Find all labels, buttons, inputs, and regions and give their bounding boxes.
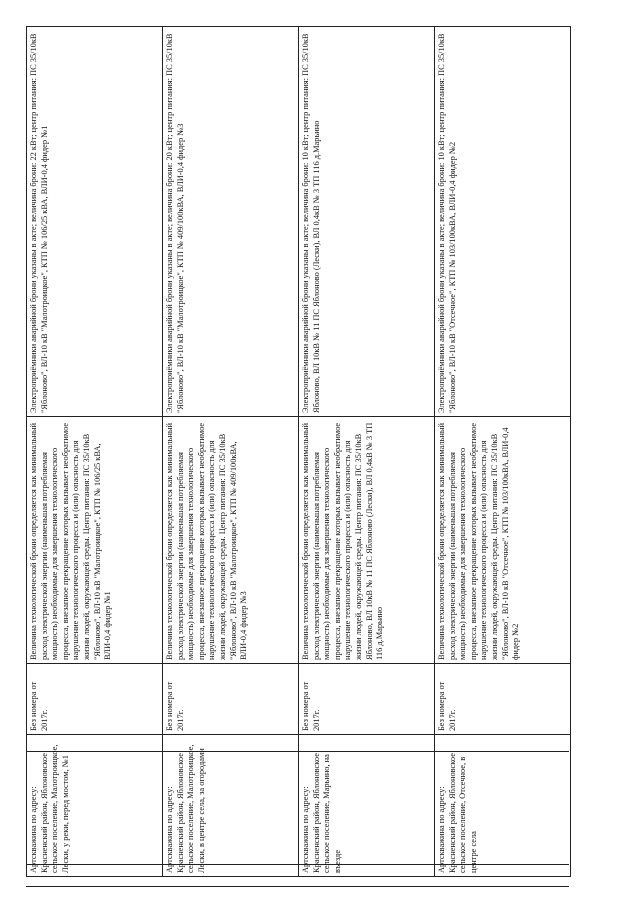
location-cell: Артскважина по адресу: Красненский район, Яблоновское сельское поселение, Малотроицкое, Лески, у реки, перед мостом, №1 [27,735,163,877]
electric-cell: Электроприёмники аварийной брони указаны в акте; величина брони: 10 кВт; центр питания: ПС 35/10кВ Яблоново, ВЛ 10кВ № 11 ПС Яблоново (Лески), ВЛ 0,4кВ № 3 ТП 116 д.Марьино [299,27,435,417]
ruled-line [26,886,569,887]
table-row [27,27,163,877]
description-cell: Величина технологической брони определяется как минимальный расход электрической энергии (наименьшая потребляемая мощность) необходимые для завершения технологического процесса, внезапное прекращение которых вызывает необратимое нарушение технологического процесса и (или) опасность для жизни людей, окружающей среды. Центр питания: ПС 35/10кВ Яблоново, ВЛ 10кВ № 11 ПС Яблоново (Лески), ВЛ 0,4кВ № 3 ТП 116 д.Марьино [299,417,435,664]
description-cell: Величина технологической брони определяется как минимальный расход электрической энергии (наименьшая потребляемая мощность) необходимые для завершения технологического процесса, внезапное прекращение которых вызывает необратимое нарушение технологического процесса и (или) опасность для жизни людей, окружающей среды. Центр питания: ПС 35/10кВ "Яблоново", ВЛ-10 кВ "Малотроицкое", КТП № 409/100кВА, ВЛИ-0,4 фидер №3 [163,417,299,664]
table-row [299,27,435,877]
location-cell: Артскважина по адресу: Красненский район, Яблоновское сельское поселение, Отсечное, в центре села [435,735,571,877]
table-row [435,27,571,877]
electric-cell: Электроприёмники аварийной брони указаны в акте; величина брони: 22 кВт; центр питания: ПС 35/10кВ "Яблоново", ВЛ-10 кВ "Малотроицкое", КТП № 106/25 кВА, ВЛИ-0,4 фидер №1 [27,27,163,417]
rotated-table-container [26,27,571,877]
number-cell: Без номера от 2017г. [27,664,163,735]
location-cell: Артскважина по адресу: Красненский район, Яблоновское сельское поселение, Малотроицкое, Лески, в центре села, за огородами [163,735,299,877]
number-cell: Без номера от 2017г. [435,664,571,735]
description-cell: Величина технологической брони определяется как минимальный расход электрической энергии (наименьшая потребляемая мощность) необходимые для завершения технологического процесса, внезапное прекращение которых вызывает необратимое нарушение технологического процесса и (или) опасность для жизни людей, окружающей среды. Центр питания: ПС 35/10кВ "Яблоново", ВЛ-10 кВ "Отсечное", КТП № 103/100кВА, ВЛИ-0,4 фидер №2 [435,417,571,664]
electric-cell: Электроприёмники аварийной брони указаны в акте; величина брони: 20 кВт; центр питания: ПС 35/10кВ "Яблоново", ВЛ-10 кВ "Малотроицкое", КТП № 409/100кВА, ВЛИ-0,4 фидер №3 [163,27,299,417]
number-cell: Без номера от 2017г. [163,664,299,735]
number-cell: Без номера от 2017г. [299,664,435,735]
description-cell: Величина технологической брони определяется как минимальный расход электрической энергии (наименьшая потребляемая мощность) необходимые для завершения технологического процесса, внезапное прекращение которых вызывает необратимое нарушение технологического процесса и (или) опасность для жизни людей, окружающей среды. Центр питания: ПС 35/10кВ "Яблоново", ВЛ-10 кВ "Малотроицкое", КТП № 106/25 кВА, ВЛИ-0,4 фидер №1 [27,417,163,664]
reservation-table [26,26,571,877]
electric-cell: Электроприёмники аварийной брони указаны в акте; величина брони: 10 кВт; центр питания: ПС 35/10кВ "Яблоново", ВЛ-10 кВ "Отсечное", КТП № 103/100кВА, ВЛИ-0,4 фидер №2 [435,27,571,417]
location-cell: Артскважина по адресу: Красненский район, Яблоновское сельское поселение, Марьино, на въезде [299,735,435,877]
table-row [163,27,299,877]
